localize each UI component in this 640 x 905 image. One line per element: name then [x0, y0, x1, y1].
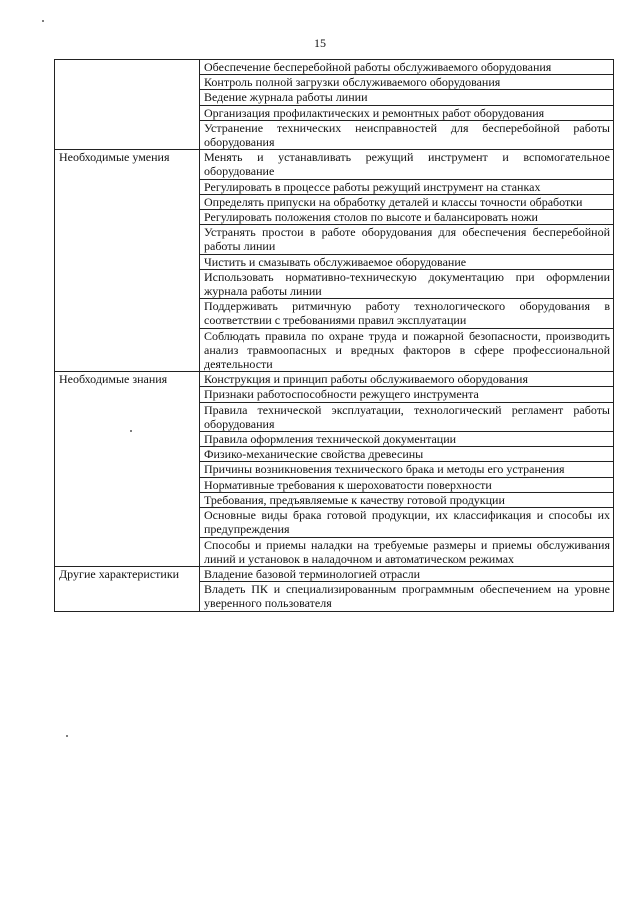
item-cell: Регулировать в процессе работы режущий инструмент на станках [200, 179, 614, 194]
table-row [55, 60, 614, 75]
item-cell: Чистить и смазывать обслуживаемое оборудование [200, 254, 614, 269]
item-cell: Основные виды брака готовой продукции, их классификация и способы их предупреждения [200, 508, 614, 537]
item-cell: Менять и устанавливать режущий инструмент и вспомогательное оборудование [200, 150, 614, 179]
item-cell: Ведение журнала работы линии [200, 90, 614, 105]
scan-speck [66, 735, 68, 737]
category-cell: Необходимые знания [55, 372, 200, 567]
category-cell [55, 60, 200, 150]
item-cell: Владеть ПК и специализированным программным обеспечением на уровне уверенного пользователя [200, 582, 614, 611]
item-cell: Физико-механические свойства древесины [200, 447, 614, 462]
item-cell: Устранять простои в работе оборудования для обеспечения бесперебойной работы линии [200, 225, 614, 254]
item-cell: Правила оформления технической документации [200, 432, 614, 447]
scan-speck [42, 20, 44, 22]
item-cell: Соблюдать правила по охране труда и пожарной безопасности, производить анализ травмоопасных и вредных факторов в сфере профессиональной деятельности [200, 328, 614, 372]
item-cell: Обеспечение бесперебойной работы обслуживаемого оборудования [200, 60, 614, 75]
category-cell: Необходимые умения [55, 150, 200, 372]
item-cell: Использовать нормативно-техническую документацию при оформлении журнала работы линии [200, 269, 614, 298]
table-row [55, 150, 614, 179]
item-cell: Причины возникновения технического брака и методы его устранения [200, 462, 614, 477]
item-cell: Поддерживать ритмичную работу технологического оборудования в соответствии с требованиями правил эксплуатации [200, 299, 614, 328]
item-cell: Правила технической эксплуатации, технологический регламент работы оборудования [200, 402, 614, 431]
item-cell: Регулировать положения столов по высоте и балансировать ножи [200, 210, 614, 225]
table-row [55, 372, 614, 387]
category-cell: Другие характеристики [55, 566, 200, 611]
competency-table [54, 59, 614, 612]
item-cell: Требования, предъявляемые к качеству готовой продукции [200, 492, 614, 507]
page-number: 15 [314, 36, 326, 50]
item-cell: Владение базовой терминологией отрасли [200, 566, 614, 581]
item-cell: Способы и приемы наладки на требуемые размеры и приемы обслуживания линий и установок в наладочном и автоматическом режимах [200, 537, 614, 566]
item-cell: Признаки работоспособности режущего инструмента [200, 387, 614, 402]
item-cell: Определять припуски на обработку деталей и классы точности обработки [200, 194, 614, 209]
item-cell: Конструкция и принцип работы обслуживаемого оборудования [200, 372, 614, 387]
table-row [55, 566, 614, 581]
scan-speck [130, 430, 132, 432]
item-cell: Устранение технических неисправностей для бесперебойной работы оборудования [200, 120, 614, 149]
item-cell: Организация профилактических и ремонтных работ оборудования [200, 105, 614, 120]
competency-table-body [55, 60, 614, 612]
item-cell: Контроль полной загрузки обслуживаемого оборудования [200, 75, 614, 90]
item-cell: Нормативные требования к шероховатости поверхности [200, 477, 614, 492]
